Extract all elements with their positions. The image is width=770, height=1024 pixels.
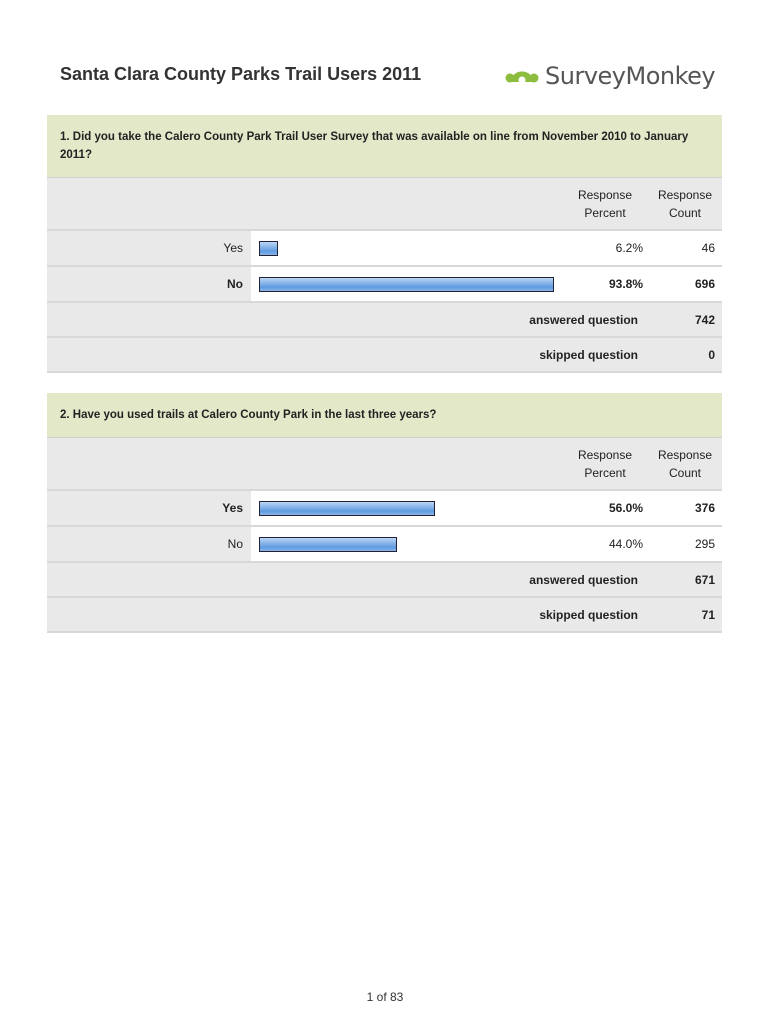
question-1-text: 1. Did you take the Calero County Park Trail User Survey that was available on line from November 2010 to January 2011? bbox=[47, 115, 722, 178]
page-title: Santa Clara County Parks Trail Users 2011 bbox=[60, 64, 422, 84]
answer-label: Yes bbox=[47, 231, 251, 265]
answer-bar bbox=[259, 241, 278, 256]
answered-question-row bbox=[47, 563, 722, 598]
answered-question-row bbox=[47, 303, 722, 338]
answer-label: No bbox=[47, 267, 251, 301]
answer-percent: 56.0% bbox=[532, 491, 648, 525]
monkey-logo-icon bbox=[505, 64, 539, 88]
answer-percent: 6.2% bbox=[532, 231, 648, 265]
response-percent-header: Response Percent bbox=[577, 187, 633, 220]
response-header-row bbox=[47, 178, 722, 231]
response-percent-header: Response Percent bbox=[577, 447, 633, 480]
response-count-header: Response Count bbox=[657, 187, 713, 220]
answer-row bbox=[47, 267, 722, 303]
answer-count: 46 bbox=[648, 231, 722, 265]
skipped-question-label: skipped question bbox=[539, 347, 638, 362]
skipped-question-count: 0 bbox=[708, 347, 715, 362]
answered-question-count: 742 bbox=[694, 312, 715, 327]
logo-wordmark: SurveyMonkey bbox=[545, 62, 716, 90]
answered-question-count: 671 bbox=[694, 572, 715, 587]
response-count-header: Response Count bbox=[657, 447, 713, 480]
response-header-row bbox=[47, 438, 722, 491]
answer-row bbox=[47, 231, 722, 267]
question-2-text: 2. Have you used trails at Calero County Park in the last three years? bbox=[47, 393, 722, 438]
answer-row bbox=[47, 527, 722, 563]
answer-percent: 44.0% bbox=[532, 527, 648, 561]
answer-bar bbox=[259, 277, 554, 292]
answer-row bbox=[47, 491, 722, 527]
answered-question-label: answered question bbox=[529, 312, 638, 327]
skipped-question-row bbox=[47, 598, 722, 633]
answer-percent: 93.8% bbox=[532, 267, 648, 301]
question-2 bbox=[47, 393, 722, 633]
skipped-question-label: skipped question bbox=[539, 607, 638, 622]
page-number: 1 of 83 bbox=[366, 990, 404, 1004]
answer-count: 376 bbox=[648, 491, 722, 525]
answer-bar bbox=[259, 537, 397, 552]
answer-count: 696 bbox=[648, 267, 722, 301]
skipped-question-count: 71 bbox=[701, 607, 715, 622]
question-1 bbox=[47, 115, 722, 373]
answer-bar bbox=[259, 501, 435, 516]
answered-question-label: answered question bbox=[529, 572, 638, 587]
answer-label: Yes bbox=[47, 491, 251, 525]
answer-label: No bbox=[47, 527, 251, 561]
skipped-question-row bbox=[47, 338, 722, 373]
surveymonkey-logo bbox=[505, 62, 715, 90]
answer-count: 295 bbox=[648, 527, 722, 561]
